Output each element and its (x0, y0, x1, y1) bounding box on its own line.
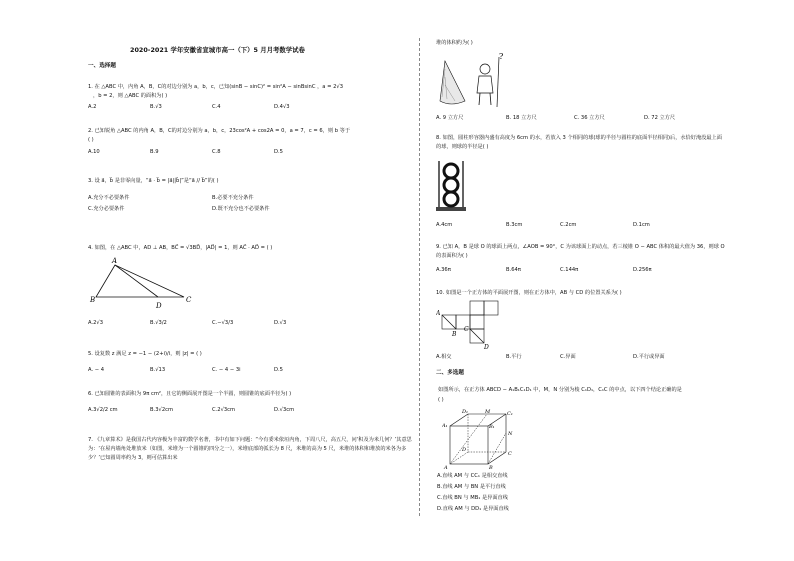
q7-option-b[interactable]: B. 18 立方尺 (506, 115, 537, 121)
label-c: C (186, 296, 192, 304)
triangle-abc-figure (88, 256, 192, 314)
rice-pile-figure (437, 49, 517, 111)
q11-option-a[interactable]: A.直线 AM 与 CC₁ 是相交直线 (437, 473, 508, 479)
label-b: B (452, 331, 457, 338)
figure-person-head (480, 64, 490, 74)
q8-option-c[interactable]: C.2cm (560, 222, 577, 228)
q6-option-c[interactable]: C.2√3cm (212, 407, 236, 413)
q8-option-a[interactable]: A.4cm (436, 222, 453, 228)
section-multi-choice: 二、多选题 (436, 370, 464, 376)
q9-option-b[interactable]: B.64π (506, 267, 521, 273)
q9-option-a[interactable]: A.36π (436, 267, 451, 273)
question-1-text-cont: ，b = 2，则 △ABC 的面积为( ) (93, 93, 168, 99)
question-10-text: 10. 如图是一个正方体的平面展开图，则在正方体中，AB 与 CD 的位置关系为( ) (436, 290, 622, 296)
label-d: D (484, 344, 489, 351)
segment-cd (470, 329, 484, 343)
q10-option-a[interactable]: A.相交 (436, 354, 452, 360)
q2-option-d[interactable]: D.5 (274, 149, 283, 155)
q5-option-c[interactable]: C. − 4 − 3i (212, 367, 241, 373)
segment-ab (442, 315, 456, 329)
q3-option-b[interactable]: B.必要不充分条件 (212, 195, 254, 201)
q8-option-b[interactable]: B.3cm (506, 222, 523, 228)
q2-option-c[interactable]: C.8 (212, 149, 221, 155)
q5-option-a[interactable]: A. − 4 (88, 367, 105, 373)
label-b1: B₁ (489, 424, 495, 430)
question-9-text: 9. 已知 A，B 是球 O 的球面上两点，∠AOB = 90°，C 为该球面上的动点，若三棱锥 O − ABC 体积的最大值为 36，则球 O 的表面积为( ) (436, 244, 725, 259)
section-single-choice: 一、选择题 (88, 63, 116, 69)
label-d1: D₁ (462, 409, 469, 415)
q7-option-d[interactable]: D. 72 立方尺 (644, 115, 676, 121)
q8-option-d[interactable]: D.1cm (633, 222, 650, 228)
q3-option-d[interactable]: D.既不充分也不必要条件 (212, 206, 270, 212)
segment-am (450, 414, 487, 464)
question-11-text-cont: ( ) (438, 397, 444, 403)
question-6-text: 6. 已知圆锥的表面积为 9π cm²，且它的侧面展开图是一个半圆，则圆锥的底面半径为( ) (88, 391, 292, 397)
q3-option-c[interactable]: C.充分必要条件 (88, 206, 125, 212)
q11-option-b[interactable]: B.直线 AM 与 BN 是平行直线 (437, 484, 506, 490)
cylinder-balls-figure (436, 160, 466, 212)
q5-option-b[interactable]: B.√13 (150, 367, 166, 373)
triangle-abc (96, 265, 184, 297)
cube-front-face (450, 426, 488, 464)
question-2-text-cont: ( ) (88, 137, 94, 143)
q9-option-d[interactable]: D.256π (633, 267, 652, 273)
question-1-text: 1. 在 △ABC 中，内角 A，B，C的对边分别为 a，b，c，已知(sinB − sinC)² = sin²A − sinBsinC ，a = 2√3 (88, 84, 344, 90)
q7-option-a[interactable]: A. 9 立方尺 (436, 115, 464, 121)
q1-option-d[interactable]: D.4√3 (274, 104, 290, 110)
q6-option-d[interactable]: D.√3cm (274, 407, 295, 413)
label-m: M (485, 409, 491, 415)
question-mark-icon: ? (499, 52, 504, 61)
ball-middle (444, 178, 458, 192)
q6-option-b[interactable]: B.3√2cm (150, 407, 174, 413)
q3-option-a[interactable]: A.充分不必要条件 (88, 195, 130, 201)
q5-option-d[interactable]: D.5 (274, 367, 283, 373)
cube-net-figure (436, 299, 516, 351)
ball-bottom (444, 192, 458, 206)
figure-person-body (477, 76, 493, 93)
label-n: N (508, 431, 513, 437)
question-11-text: 如图所示，在正方体 ABCD − A₁B₁C₁D₁ 中，M，N 分别为棱 C₁D₁，C₁C 的中点，以下四个结论正确的是 (438, 387, 682, 393)
q2-option-b[interactable]: B.9 (150, 149, 159, 155)
q4-option-b[interactable]: B.√3/2 (150, 320, 167, 326)
column-divider (419, 38, 420, 516)
label-b: B (489, 465, 493, 470)
question-5-text: 5. 设复数 z 满足 z = −1 − (2+i)/i，则 |z| = ( ) (88, 351, 202, 357)
cube-abcd-figure (442, 408, 522, 470)
q4-option-d[interactable]: D.√3 (274, 320, 287, 326)
label-b: B (90, 296, 96, 304)
q11-option-c[interactable]: C.直线 BN 与 MB₁ 是异面直线 (437, 495, 508, 501)
cylinder-base (436, 207, 466, 211)
q1-option-a[interactable]: A.2 (88, 104, 97, 110)
label-c1: C₁ (507, 411, 513, 417)
q2-option-a[interactable]: A.10 (88, 149, 100, 155)
label-d: D (462, 447, 467, 453)
label-a: A (444, 465, 448, 470)
label-d: D (156, 302, 162, 310)
label-c: C (464, 326, 469, 333)
label-c: C (508, 451, 512, 457)
q4-option-c[interactable]: C.−√3/3 (212, 320, 234, 326)
q9-option-c[interactable]: C.144π (560, 267, 579, 273)
q10-option-d[interactable]: D.平行或异面 (633, 354, 665, 360)
q1-option-b[interactable]: B.√3 (150, 104, 162, 110)
question-7-text-cont: 堆的体积约为( ) (436, 40, 473, 46)
question-4-text: 4. 如图，在 △ABC 中，AD ⊥ AB，BC⃗ = √3BD⃗，|AD⃗| = 1，则 AC⃗ · AD⃗ = ( ) (88, 245, 273, 251)
question-3-text: 3. 设 a⃗，b⃗ 是非零向量，“a⃗ · b⃗ = |a⃗||b⃗|”是“a⃗ // b⃗”的( ) (88, 178, 219, 184)
segment-ad (115, 265, 158, 297)
question-7-text: 7. 《九章算术》是我国古代内容极为丰富的数学名著，书中有如下问题：“今有委米依垣内角，下周八尺，高五尺，问‘积及为米几何？’其意思为：‘在屋内墙角处堆放米（如图，米堆为一个圆锥的四分之一），米堆底部的弧长为 8 尺，米堆的高为 5 尺，米堆的体积和堆放的米各为多少？’已知圆周率约为 3，则可估算出米 (88, 437, 412, 461)
q1-option-c[interactable]: C.4 (212, 104, 221, 110)
exam-title: 2020-2021 学年安徽省宣城市高一（下）5 月月考数学试卷 (130, 46, 305, 54)
q4-option-a[interactable]: A.2√3 (88, 320, 104, 326)
question-8-text: 8. 如图，圆柱形容器内盛有高度为 6cm 的水，若放入 3 个相同的球(球的半径与圆柱的底面半径相同)后，水恰好淹没最上面的球，则球的半径是( ) (436, 135, 722, 150)
label-a: A (436, 310, 441, 317)
figure-broom (497, 57, 499, 107)
q10-option-c[interactable]: C.异面 (560, 354, 576, 360)
q11-option-d[interactable]: D.直线 AM 与 DD₁ 是异面直线 (437, 506, 509, 512)
segment-bn (488, 433, 506, 464)
label-a: A (112, 257, 118, 265)
q10-option-b[interactable]: B.平行 (506, 354, 522, 360)
ball-top (444, 164, 458, 178)
label-a1: A₁ (442, 423, 448, 429)
question-2-text: 2. 已知锐角 △ABC 的内角 A，B，C的对边分别为 a，b，c，23cos²A + cos2A = 0，a = 7，c = 6，则 b 等于 (88, 128, 351, 134)
q6-option-a[interactable]: A.3√2/2 cm (88, 407, 118, 413)
q7-option-c[interactable]: C. 36 立方尺 (574, 115, 605, 121)
